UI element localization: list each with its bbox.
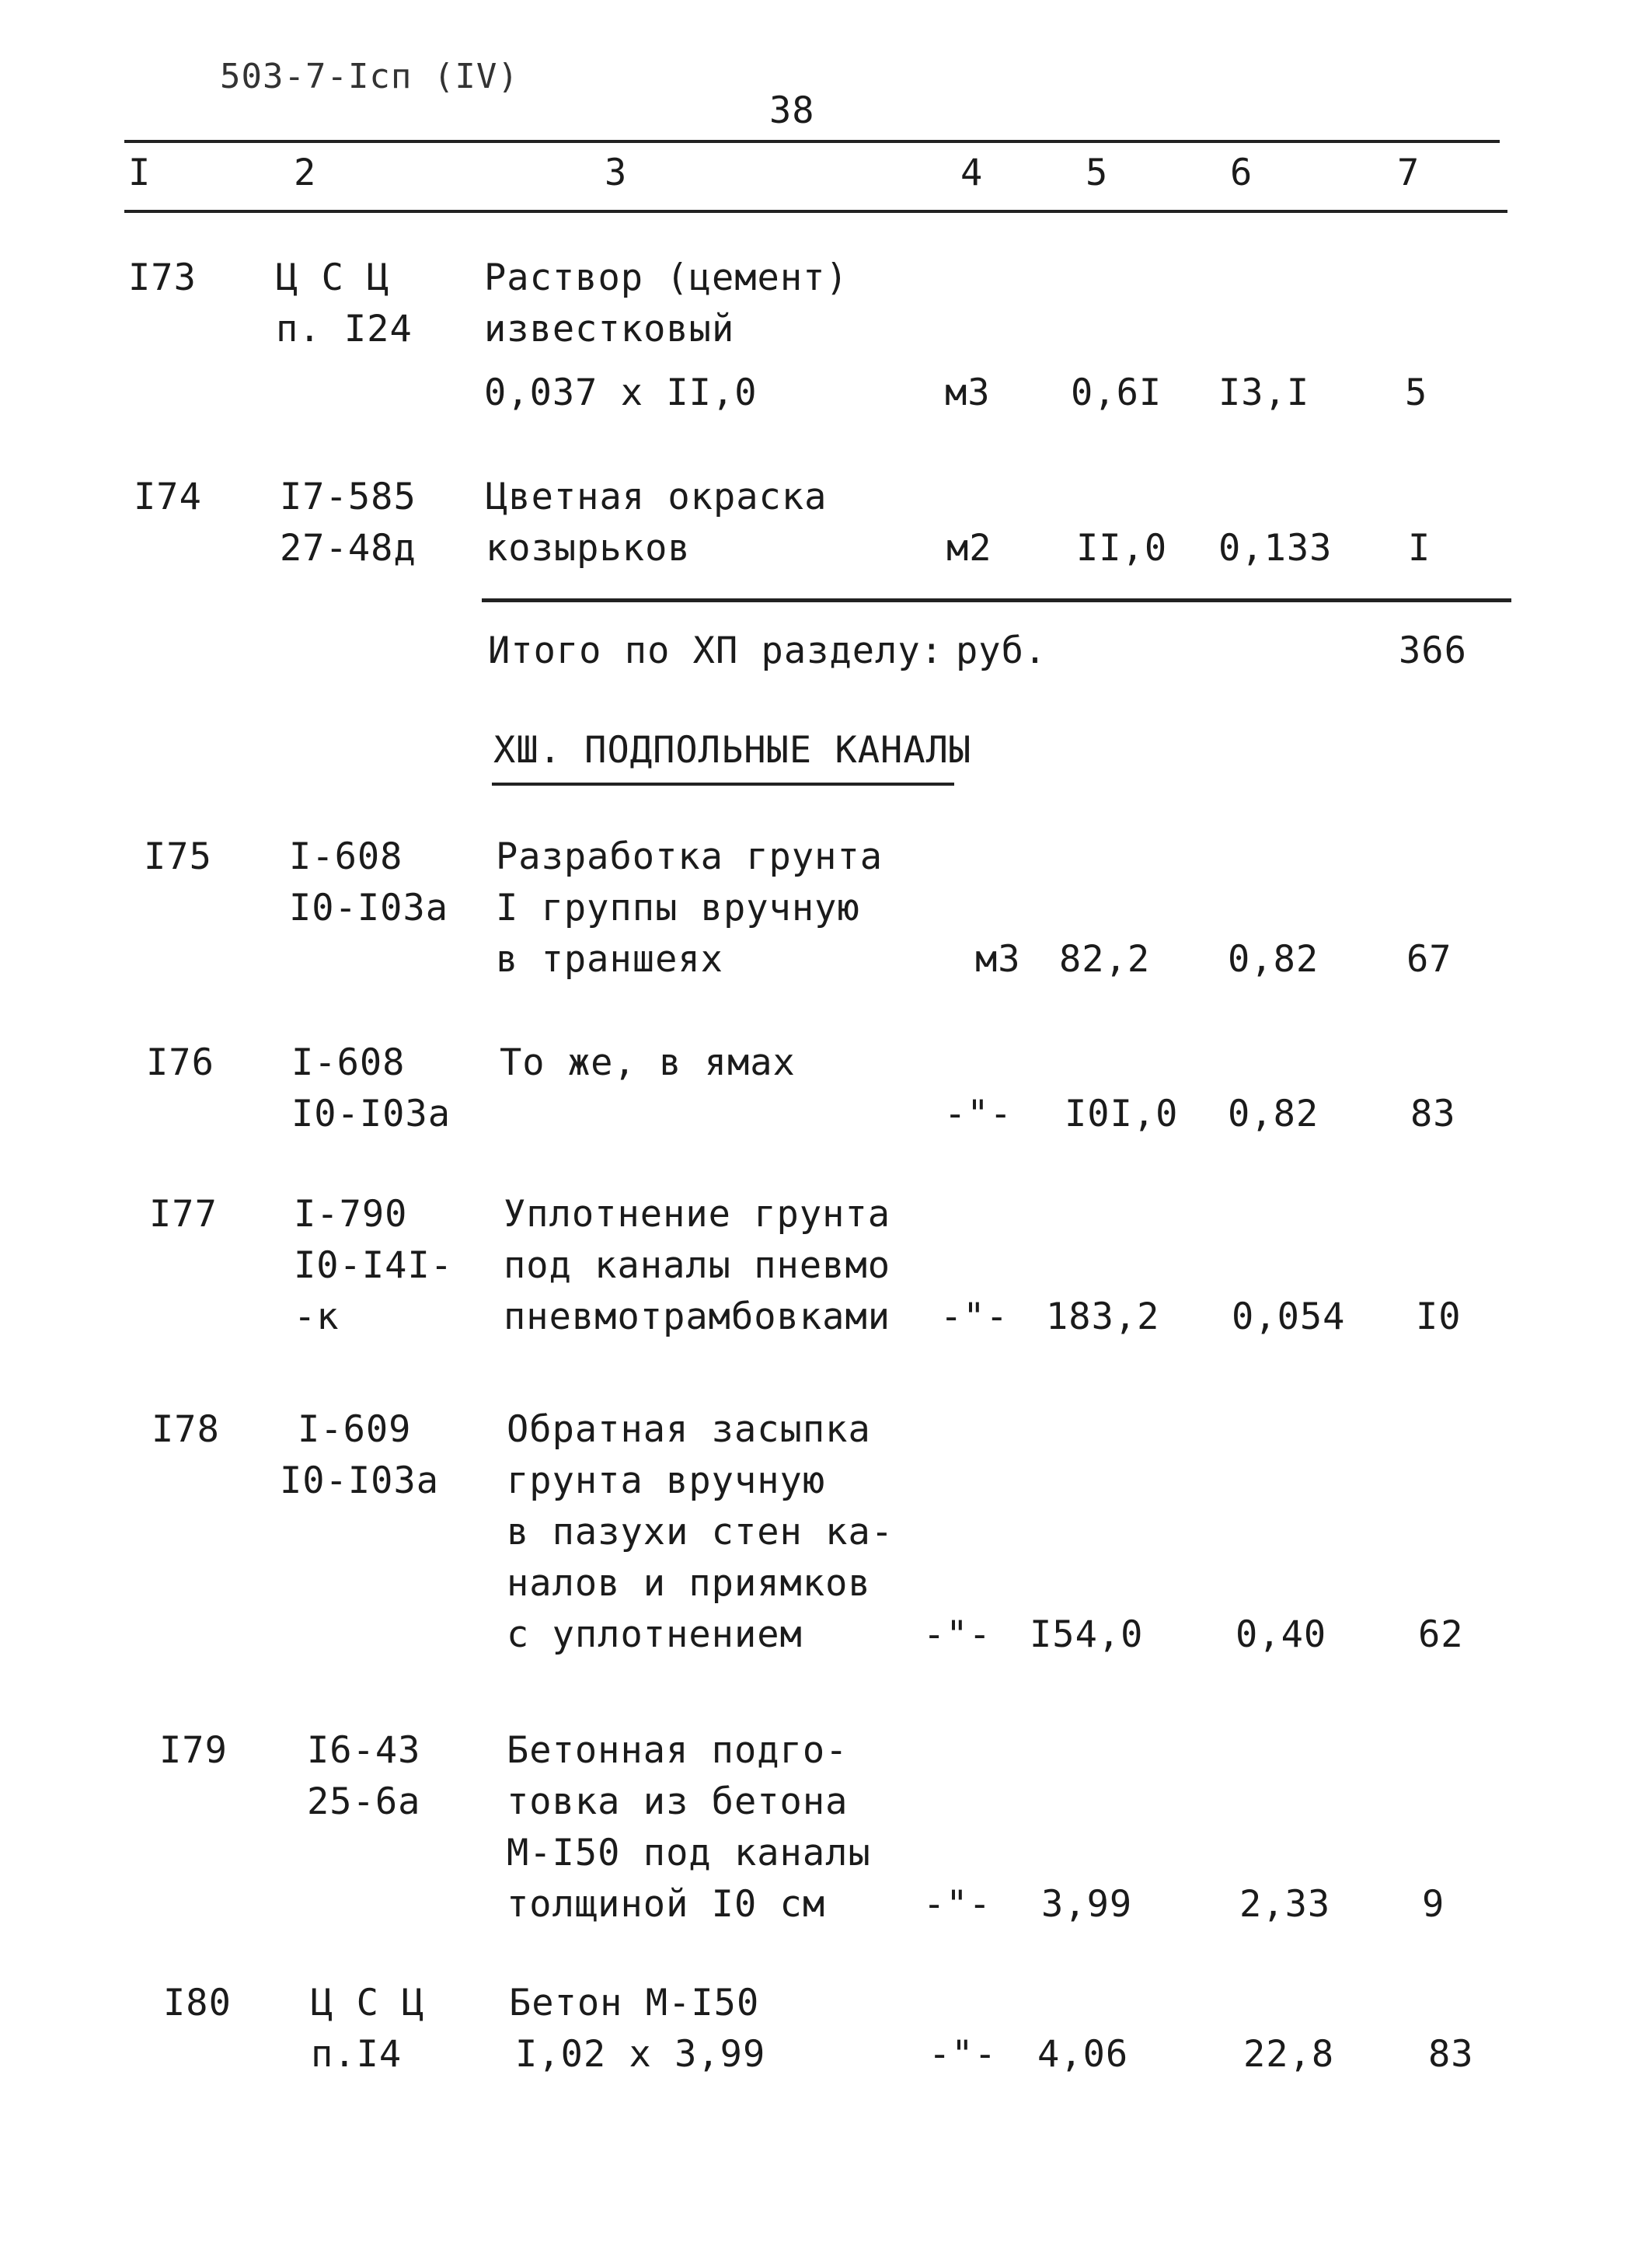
norm-code: I-609 — [298, 1408, 412, 1451]
column-header-4: 4 — [960, 152, 984, 194]
norm-code: -к — [294, 1295, 340, 1338]
norm-code: I-608 — [289, 835, 403, 878]
unit: -"- — [929, 2033, 997, 2076]
work-description: То же, в ямах — [500, 1041, 796, 1084]
norm-code: I7-585 — [280, 476, 416, 518]
quantity: 0,6I — [1071, 371, 1162, 414]
unit-price: 2,33 — [1239, 1883, 1331, 1926]
row-number: I75 — [144, 835, 212, 878]
unit-price: 0,054 — [1232, 1295, 1346, 1338]
unit: м2 — [946, 527, 992, 570]
document-reference: 503-7-Iсп (IV) — [220, 57, 519, 96]
total-cost: 9 — [1422, 1883, 1445, 1926]
work-description: Разработка грунта — [496, 835, 884, 878]
subtotal-label: Итого по ХП разделу: — [488, 629, 943, 672]
unit-price: 0,82 — [1228, 938, 1319, 981]
column-header-6: 6 — [1230, 152, 1253, 194]
total-cost: 5 — [1405, 371, 1428, 414]
norm-code: I0-I4I- — [294, 1244, 454, 1287]
quantity: 3,99 — [1041, 1883, 1133, 1926]
unit: -"- — [944, 1093, 1012, 1135]
column-header-2: 2 — [294, 152, 317, 194]
table-top-rule — [124, 140, 1500, 143]
quantity: 4,06 — [1037, 2033, 1129, 2076]
norm-code: 27-48д — [280, 527, 416, 570]
row-number: I78 — [152, 1408, 220, 1451]
norm-code: I0-I03а — [291, 1093, 451, 1135]
quantity: I54,0 — [1030, 1613, 1144, 1656]
norm-code: I-608 — [291, 1041, 406, 1084]
norm-code: п.I4 — [311, 2033, 403, 2076]
column-header-1: I — [128, 152, 152, 194]
subtotal-total: 366 — [1399, 629, 1467, 672]
work-description: Уплотнение грунта — [504, 1193, 891, 1236]
quantity: 82,2 — [1059, 938, 1151, 981]
quantity: I0I,0 — [1065, 1093, 1179, 1135]
work-description: Цветная окраска — [486, 476, 828, 518]
work-description: Раствор (цемент) — [484, 256, 849, 299]
norm-code: Ц С Ц — [311, 1982, 425, 2024]
column-header-5: 5 — [1086, 152, 1109, 194]
unit-price: 0,133 — [1218, 527, 1333, 570]
section-title-underline — [492, 783, 954, 786]
row-number: I80 — [163, 1982, 232, 2024]
total-cost: 83 — [1428, 2033, 1474, 2076]
work-description: толщиной I0 см — [507, 1883, 826, 1926]
unit: м3 — [975, 938, 1021, 981]
work-description: I группы вручную — [496, 887, 860, 929]
unit-price: 22,8 — [1243, 2033, 1335, 2076]
norm-code: I0-I03а — [280, 1459, 440, 1502]
work-description: М-I50 под каналы — [507, 1832, 871, 1874]
quantity: II,0 — [1076, 527, 1168, 570]
norm-code: I0-I03а — [289, 887, 449, 929]
work-description: налов и приямков — [507, 1562, 871, 1605]
work-description: 0,037 х II,0 — [484, 371, 758, 414]
work-description: известковый — [484, 308, 735, 350]
unit-price: 0,82 — [1228, 1093, 1319, 1135]
section-title: ХШ. ПОДПОЛЬНЫЕ КАНАЛЫ — [493, 729, 972, 772]
work-description: Бетонная подго- — [507, 1729, 849, 1772]
column-header-7: 7 — [1397, 152, 1420, 194]
row-number: I73 — [128, 256, 197, 299]
norm-code: п. I24 — [276, 308, 413, 350]
work-description: Обратная засыпка — [507, 1408, 871, 1451]
work-description: Бетон М-I50 — [509, 1982, 760, 2024]
work-description: в траншеях — [496, 938, 723, 981]
norm-code: 25-6а — [307, 1780, 421, 1823]
unit-price: I3,I — [1218, 371, 1310, 414]
norm-code: I-790 — [294, 1193, 408, 1236]
work-description: I,02 х 3,99 — [515, 2033, 766, 2076]
header-bottom-rule — [124, 210, 1507, 213]
unit: -"- — [940, 1295, 1009, 1338]
work-description: пневмотрамбовками — [504, 1295, 891, 1338]
work-description: грунта вручную — [507, 1459, 826, 1502]
total-cost: I0 — [1416, 1295, 1462, 1338]
work-description: козырьков — [486, 527, 691, 570]
norm-code: I6-43 — [307, 1729, 421, 1772]
subtotal-rule — [482, 598, 1511, 602]
unit: м3 — [945, 371, 991, 414]
norm-code: Ц С Ц — [276, 256, 390, 299]
subtotal-unit: руб. — [956, 629, 1047, 672]
work-description: в пазухи стен ка- — [507, 1511, 894, 1553]
total-cost: 83 — [1410, 1093, 1456, 1135]
row-number: I74 — [134, 476, 202, 518]
unit: -"- — [923, 1613, 992, 1656]
total-cost: I — [1408, 527, 1431, 570]
work-description: товка из бетона — [507, 1780, 849, 1823]
total-cost: 67 — [1406, 938, 1452, 981]
unit: -"- — [923, 1883, 992, 1926]
column-header-3: 3 — [605, 152, 628, 194]
quantity: 183,2 — [1046, 1295, 1160, 1338]
row-number: I77 — [149, 1193, 218, 1236]
work-description: под каналы пневмо — [504, 1244, 891, 1287]
work-description: с уплотнением — [507, 1613, 803, 1656]
unit-price: 0,40 — [1236, 1613, 1327, 1656]
row-number: I76 — [146, 1041, 214, 1084]
page-number: 38 — [769, 89, 815, 132]
row-number: I79 — [159, 1729, 228, 1772]
total-cost: 62 — [1418, 1613, 1464, 1656]
